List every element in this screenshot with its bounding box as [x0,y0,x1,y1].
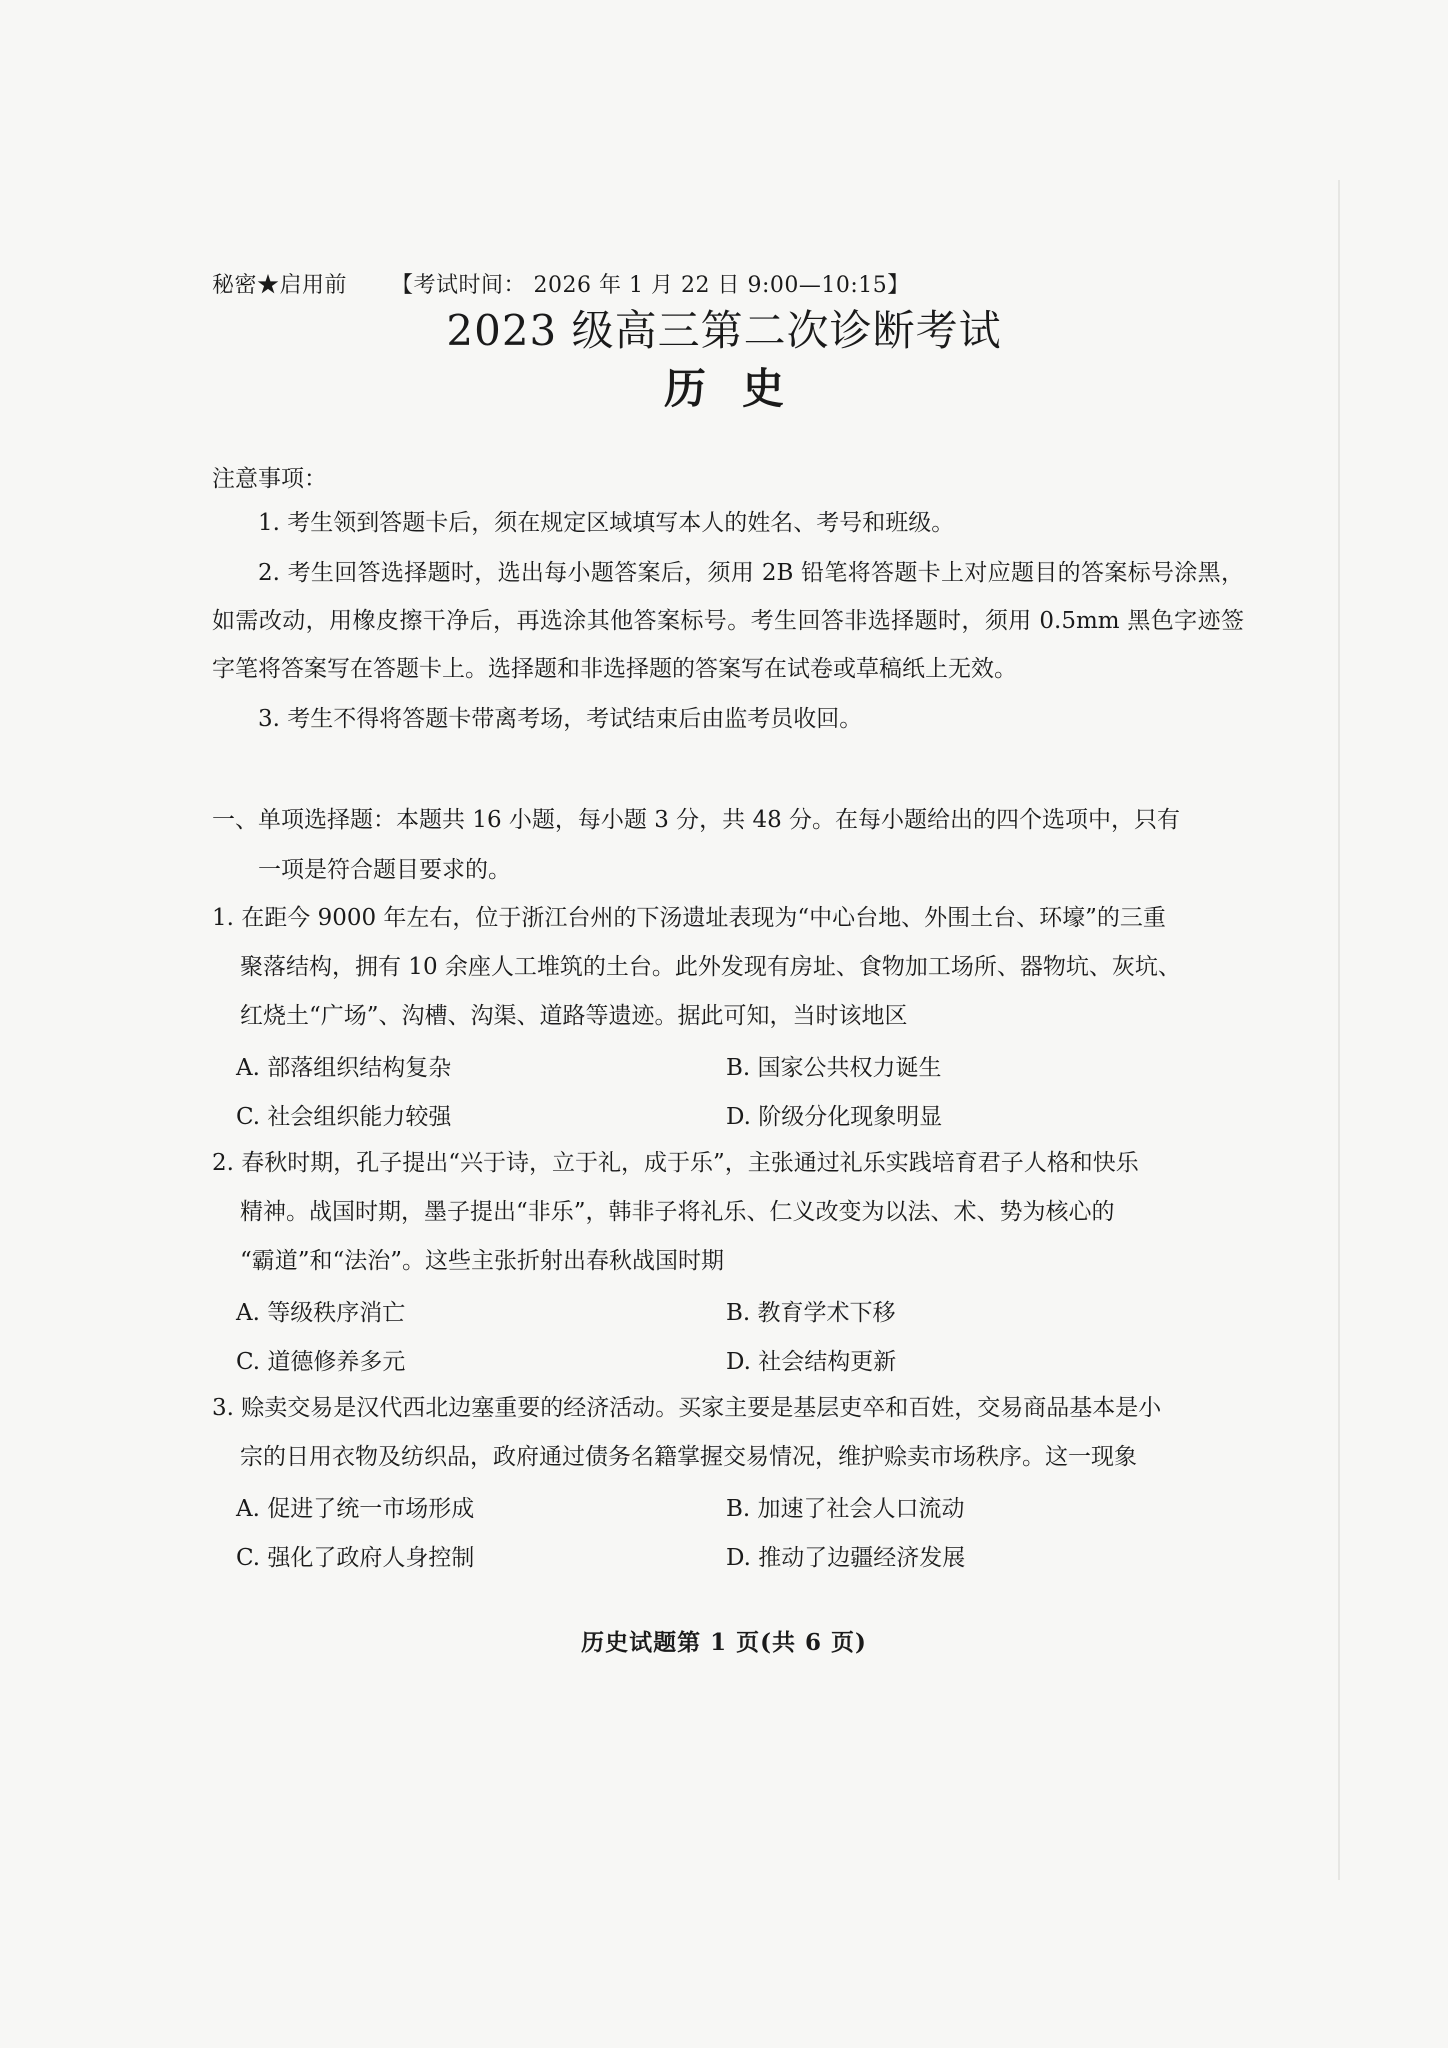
subject-title: 历史 [663,364,820,413]
exam-title: 2023 级高三第二次诊断考试 [446,306,1002,355]
question-2-stem-2: 精神。战国时期，墨子提出“非乐”，韩非子将礼乐、仁义改变为以法、术、势为核心的 [240,1199,1115,1225]
option-b: B. 国家公共权力诞生 [726,1055,942,1081]
section-heading [212,795,1244,895]
option-c: C. 强化了政府人身控制 [236,1545,475,1571]
question-1-stem-1: 1. 在距今 9000 年左右，位于浙江台州的下汤遗址表现为“中心台地、外围土台、环壕”的三重 [212,905,1166,931]
option-a: A. 等级秩序消亡 [236,1300,406,1326]
option-c: C. 社会组织能力较强 [236,1104,452,1130]
option-b: B. 加速了社会人口流动 [726,1496,965,1522]
page-footer: 历史试题第 1 页(共 6 页) [581,1629,867,1656]
question-3-stem-1: 3. 赊卖交易是汉代西北边塞重要的经济活动。买家主要是基层吏卒和百姓，交易商品基本是小 [212,1395,1162,1421]
question-1 [212,894,1244,1041]
option-b: B. 教育学术下移 [726,1300,896,1326]
option-c: C. 道德修养多元 [236,1349,406,1375]
option-d: D. 推动了边疆经济发展 [726,1545,966,1571]
exam-time: 【考试时间： 2026 年 1 月 22 日 9:00—10:15】 [391,273,910,298]
option-a: A. 促进了统一市场形成 [236,1496,475,1522]
secret-label: 秘密★启用前 [212,273,348,298]
question-2-stem-1: 2. 春秋时期，孔子提出“兴于诗，立于礼，成于乐”，主张通过礼乐实践培育君子人格和快乐 [212,1150,1139,1176]
question-1-stem-2: 聚落结构，拥有 10 余座人工堆筑的土台。此外发现有房址、食物加工场所、器物坑、灰坑、 [240,954,1181,980]
question-3 [212,1384,1244,1482]
notice-item-3: 3. 考生不得将答题卡带离考场，考试结束后由监考员收回。 [258,706,863,732]
section-line-2: 一项是符合题目要求的。 [258,857,511,883]
notice-item-1: 1. 考生领到答题卡后，须在规定区域填写本人的姓名、考号和班级。 [258,510,955,536]
option-d: D. 社会结构更新 [726,1349,897,1375]
question-2 [212,1139,1244,1286]
section-line-1: 一、单项选择题：本题共 16 小题，每小题 3 分，共 48 分。在每小题给出的四个选项中，只有 [212,807,1181,833]
question-3-options [236,1482,1236,1580]
option-a: A. 部落组织结构复杂 [236,1055,452,1081]
question-2-options [236,1286,1236,1384]
question-1-stem-3: 红烧土“广场”、沟槽、沟渠、道路等遗迹。据此可知，当时该地区 [240,1003,908,1029]
option-d: D. 阶级分化现象明显 [726,1104,943,1130]
question-3-stem-2: 宗的日用衣物及纺织品，政府通过债务名籍掌握交易情况，维护赊卖市场秩序。这一现象 [240,1444,1137,1470]
notice-heading: 注意事项： [212,466,327,492]
question-1-options [236,1041,1236,1139]
notice-item-2: 2. 考生回答选择题时，选出每小题答案后，须用 2B 铅笔将答题卡上对应题目的答案标号涂黑，如需改动，用橡皮擦干净后，再选涂其他答案标号。考生回答非选择题时，须用 0.5mm 黑色字迹签字笔将答案写在答题卡上。选择题和非选择题的答案写在试卷或草稿纸上无效。 [212,560,1244,682]
header-line [212,268,910,299]
question-2-stem-3: “霸道”和“法治”。这些主张折射出春秋战国时期 [240,1248,725,1274]
